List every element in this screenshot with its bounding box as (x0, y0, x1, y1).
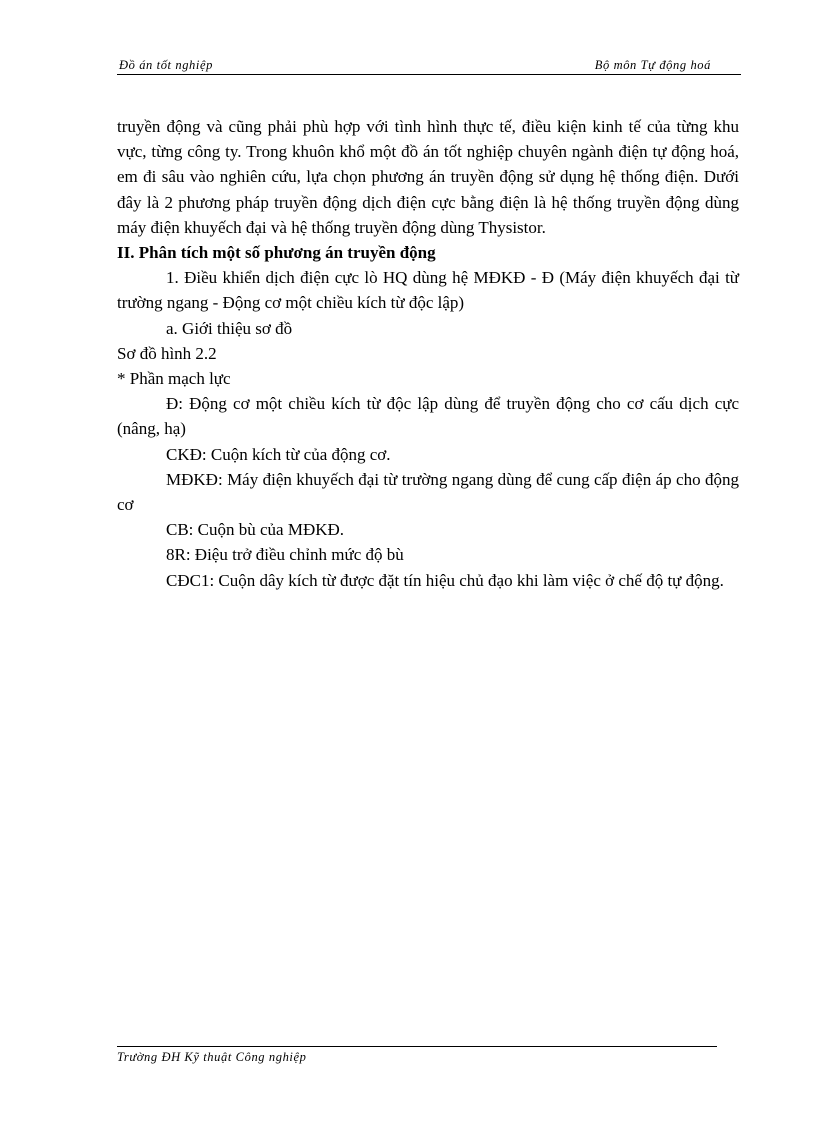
header-left-title: Đồ án tốt nghiệp (119, 58, 213, 72)
definition-cb: CB: Cuộn bù của MĐKĐ. (166, 520, 345, 540)
definition-cdc1: CĐC1: Cuộn dây kích từ được đặt tín hiệu chủ đạo khi làm việc ở chế độ tự động. (166, 570, 724, 590)
paragraph-intro: truyền động và cũng phải phù hợp với tình hình thực tế, điều kiện kinh tế của từng khu vực, từng công ty. Trong khuôn khổ một đồ án tốt nghiệp chuyên ngành điện tự động hoá, em đi sâu vào nghiên cứu, lựa chọn phương án truyền động sử dụng hệ thống điện. Dưới đây là 2 phương pháp truyền động dịch điện cực bằng điện là hệ thống truyền động dùng máy điện khuyếch đại và hệ thống truyền động dùng Thysistor. (117, 117, 739, 237)
footer-divider (117, 1046, 717, 1047)
definition-mdkd: MĐKĐ: Máy điện khuyếch đại từ trường ngang dùng để cung cấp điện áp cho động cơ (117, 469, 739, 515)
definition-8r: 8R: Điệu trở điều chỉnh mức độ bù (166, 545, 404, 565)
definition-ckd: CKĐ: Cuộn kích từ của động cơ. (166, 444, 391, 464)
page-header (117, 58, 741, 75)
list-item-1a: a. Giới thiệu sơ đồ (166, 318, 293, 338)
diagram-reference: Sơ đồ hình 2.2 (117, 343, 217, 363)
document-body (117, 114, 739, 593)
definition-d: Đ: Động cơ một chiều kích từ độc lập dùng để truyền động cho cơ cấu dịch cực (nâng, hạ) (117, 394, 739, 439)
section-heading: II. Phân tích một số phương án truyền động (117, 243, 436, 263)
list-item-1: 1. Điều khiển dịch điện cực lò HQ dùng hệ MĐKĐ - Đ (Máy điện khuyếch đại từ trường ngang - Động cơ một chiều kích từ độc lập) (117, 268, 739, 313)
header-right-title: Bộ môn Tự động hoá (594, 58, 711, 72)
subsection-power-circuit: * Phần mạch lực (117, 369, 231, 389)
page-footer: Trường ĐH Kỹ thuật Công nghiệp (117, 1050, 307, 1064)
